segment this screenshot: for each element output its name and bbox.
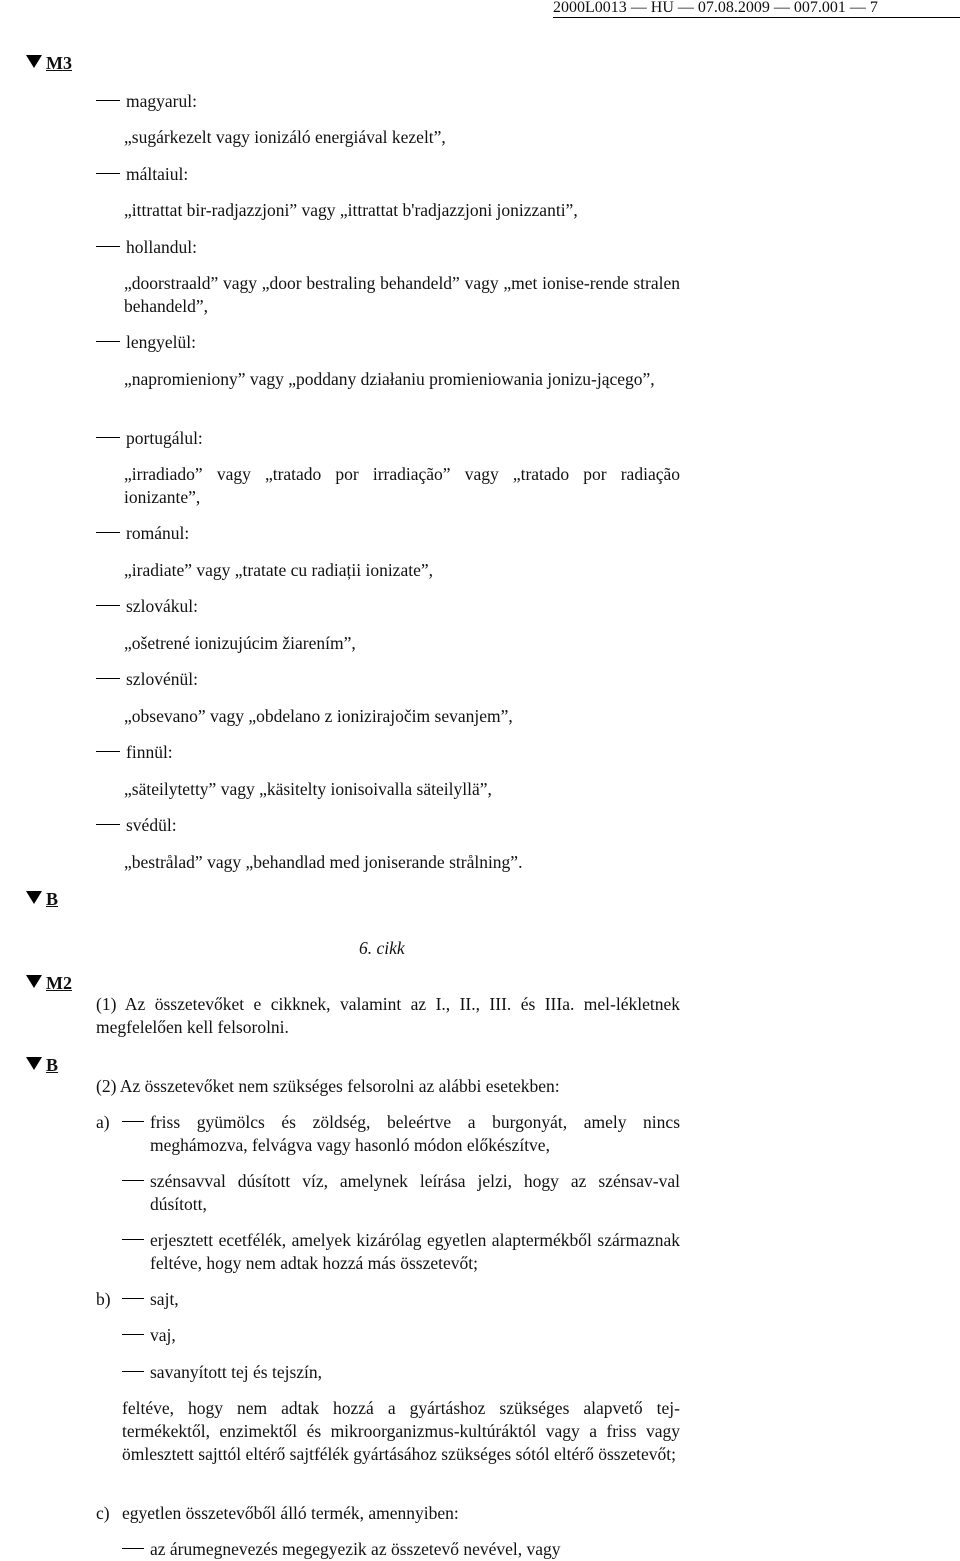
item-b-tag: b) [96, 1289, 111, 1309]
item-a1: friss gyümölcs és zöldség, beleértve a burgonyát, amely nincs meghámozva, felvágva vagy hasonló módon előkészítve, [122, 1111, 680, 1134]
item-b1: sajt, [122, 1288, 680, 1311]
language-term: „irradiado” vagy „tratado por irradiação” vagy „tratado por radiação ionizante”, [124, 464, 680, 507]
page-header: 2000L0013 — HU — 07.08.2009 — 007.001 — 7 [553, 0, 878, 16]
item-a2: szénsavval dúsított víz, amelynek leírása jelzi, hogy az szénsav-val dúsított, [122, 1170, 680, 1193]
language-label: svédül: [96, 814, 177, 837]
language-label: magyarul: [96, 90, 197, 113]
dash-icon [96, 341, 120, 342]
language-term: „bestrålad” vagy „behandlad med joniserande strålning”. [124, 852, 523, 872]
item-c: c) egyetlen összetevőből álló termék, amennyiben: [96, 1503, 459, 1523]
triangle-icon [26, 975, 42, 988]
dash-icon [122, 1334, 144, 1335]
dash-icon [96, 605, 120, 606]
language-term: „ošetrené ionizujúcim žiarením”, [124, 633, 356, 653]
language-label: szlovákul: [96, 595, 198, 618]
triangle-icon [26, 891, 42, 904]
dash-icon [96, 532, 120, 533]
language-term: „sugárkezelt vagy ionizáló energiával kezelt”, [124, 127, 446, 147]
marker-m2: M2 [26, 972, 72, 994]
paragraph-1: (1) Az összetevőket e cikknek, valamint az I., II., III. és IIIa. mel-lékletnek megfelelően kell felsorolni. [96, 994, 680, 1037]
language-term: „napromieniony” vagy „poddany działaniu promieniowania jonizu-jącego”, [124, 369, 655, 389]
language-term: „iradiate” vagy „tratate cu radiații ionizate”, [124, 560, 433, 580]
marker-b: B [26, 1054, 58, 1076]
article-title: 6. cikk [359, 938, 405, 958]
dash-icon [122, 1180, 144, 1181]
marker-b: B [26, 888, 58, 910]
triangle-icon [26, 55, 42, 68]
dash-icon [96, 100, 120, 101]
item-b3: savanyított tej és tejszín, [122, 1361, 680, 1384]
item-a-tag: a) [96, 1112, 110, 1132]
language-label: lengyelül: [96, 331, 196, 354]
marker-m3: M3 [26, 52, 72, 74]
language-label: románul: [96, 522, 189, 545]
language-term: „obsevano” vagy „obdelano z ionizirajočim sevanjem”, [124, 706, 513, 726]
item-b2: vaj, [122, 1324, 680, 1347]
dash-icon [122, 1548, 144, 1549]
language-label: hollandul: [96, 236, 197, 259]
language-term: „ittrattat bir-radjazzjoni” vagy „ittrattat b'radjazzjoni jonizzanti”, [124, 200, 578, 220]
dash-icon [96, 824, 120, 825]
dash-icon [96, 173, 120, 174]
language-label: máltaiul: [96, 163, 188, 186]
dash-icon [122, 1239, 144, 1240]
paragraph-2: (2) Az összetevőket nem szükséges felsorolni az alábbi esetekben: [96, 1076, 560, 1096]
dash-icon [122, 1371, 144, 1372]
dash-icon [96, 678, 120, 679]
dash-icon [122, 1298, 144, 1299]
header-rule [553, 17, 960, 18]
language-label: finnül: [96, 741, 173, 764]
triangle-icon [26, 1057, 42, 1070]
language-term: „säteilytetty” vagy „käsitelty ionisoivalla säteilyllä”, [124, 779, 492, 799]
dash-icon [122, 1121, 144, 1122]
dash-icon [96, 437, 120, 438]
language-label: szlovénül: [96, 668, 198, 691]
item-c1: az árumegnevezés megegyezik az összetevő nevével, vagy [122, 1538, 680, 1561]
dash-icon [96, 751, 120, 752]
item-a3: erjesztett ecetfélék, amelyek kizárólag egyetlen alaptermékből származnak feltéve, hogy nem adtak hozzá más összetevőt; [122, 1229, 680, 1252]
item-b-condition: feltéve, hogy nem adtak hozzá a gyártáshoz szükséges alapvető tej-termékektől, enzimektől és mikroorganizmus-kultúráktól vagy a friss vagy ömlesztett sajttól eltérő sajtfélék gyártásához szükséges sótól eltérő összetevőt; [122, 1398, 680, 1464]
language-label: portugálul: [96, 427, 203, 450]
language-term: „doorstraald” vagy „door bestraling behandeld” vagy „met ionise-rende stralen behandeld”, [124, 273, 680, 316]
dash-icon [96, 246, 120, 247]
